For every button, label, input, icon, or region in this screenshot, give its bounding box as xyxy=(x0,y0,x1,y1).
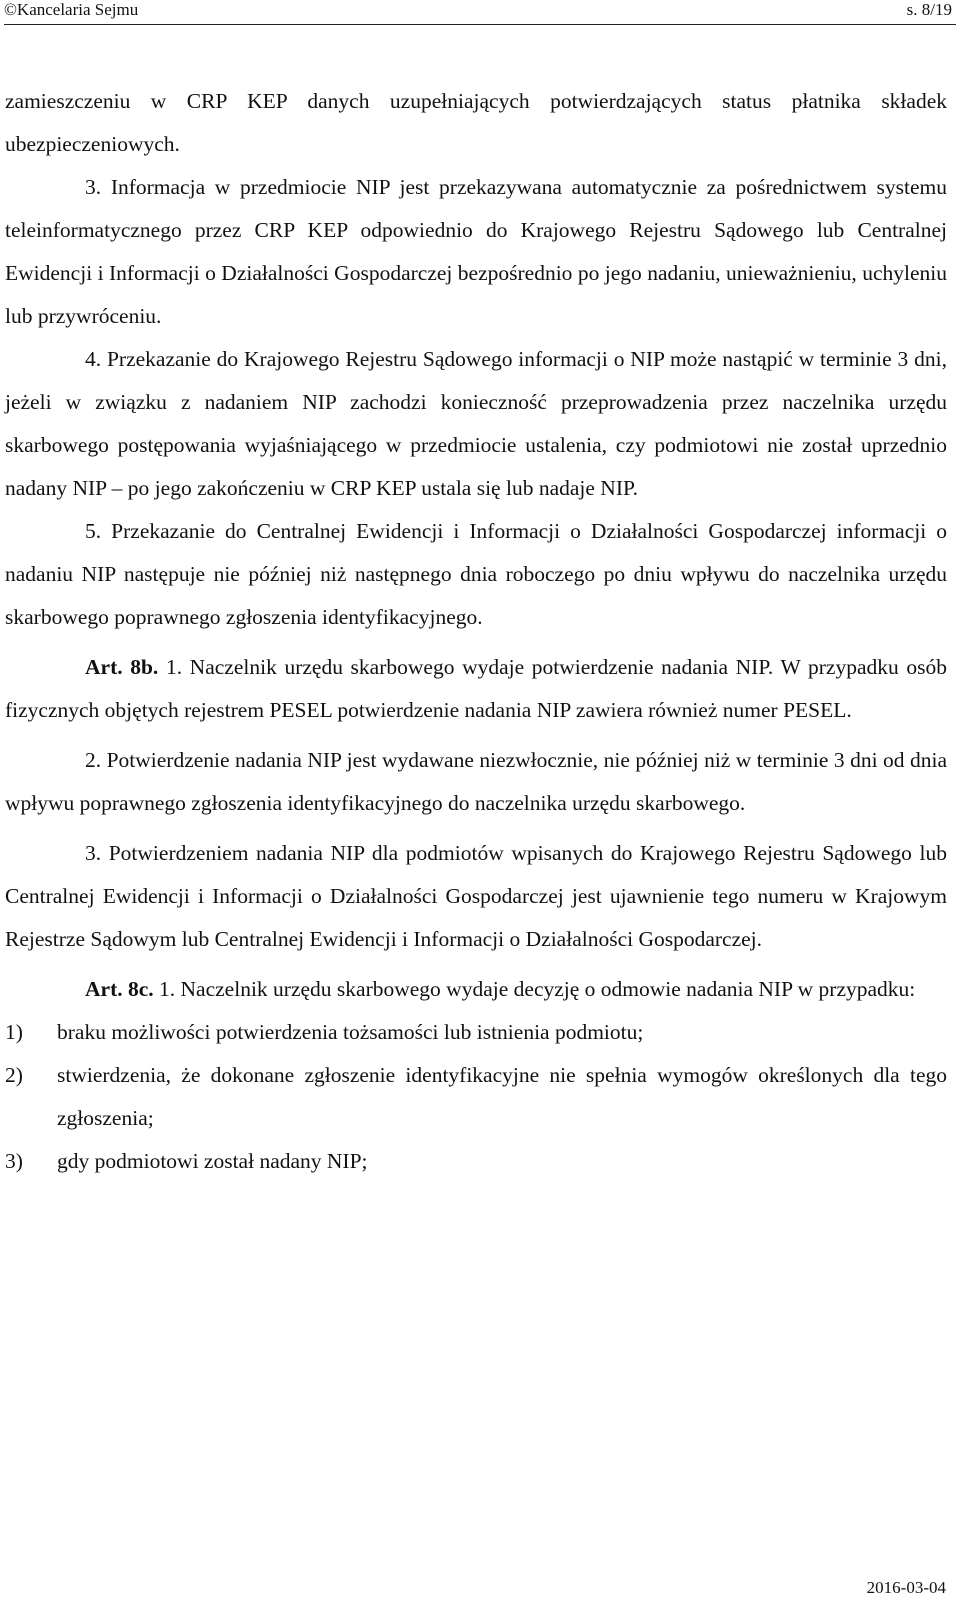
art-8b-paragraph-1 xyxy=(5,646,947,732)
list-item-number: 2) xyxy=(5,1063,23,1087)
art-8c-heading: Art. 8c. xyxy=(85,977,154,1001)
list-item-text: braku możliwości potwierdzenia tożsamości lub istnienia podmiotu; xyxy=(57,1020,644,1044)
art-8c-p1-text: 1. Naczelnik urzędu skarbowego wydaje decyzję o odmowie nadania NIP w przypadku: xyxy=(159,977,916,1001)
page-footer-date: 2016-03-04 xyxy=(866,1578,946,1597)
paragraph-5: 5. Przekazanie do Centralnej Ewidencji i Informacji o Działalności Gospodarczej informacji o nadaniu NIP następuje nie później niż następnego dnia roboczego po dniu wpływu do naczelnika urzędu skarbowego poprawnego zgłoszenia identyfikacyjnego. xyxy=(5,519,947,629)
art-8b-paragraph-3: 3. Potwierdzeniem nadania NIP dla podmiotów wpisanych do Krajowego Rejestru Sądowego lub Centralnej Ewidencji i Informacji o Działalności Gospodarczej jest ujawnienie tego numeru w Krajowym Rejestrze Sądowym lub Centralnej Ewidencji i Informacji o Działalności Gospodarczej. xyxy=(5,841,947,951)
paragraph-4: 4. Przekazanie do Krajowego Rejestru Sądowego informacji o NIP może nastąpić w terminie 3 dni, jeżeli w związku z nadaniem NIP zachodzi konieczność przeprowadzenia przez naczelnika urzędu skarbowego postępowania wyjaśniającego w przedmiocie ustalenia, czy podmiotowi nie został uprzednio nadany NIP – po jego zakończeniu w CRP KEP ustala się lub nadaje NIP. xyxy=(5,347,947,500)
list-item-text: stwierdzenia, że dokonane zgłoszenie identyfikacyjne nie spełnia wymogów określonych dla tego zgłoszenia; xyxy=(57,1063,947,1130)
art-8b-p1-text: 1. Naczelnik urzędu skarbowego wydaje potwierdzenie nadania NIP. W przypadku osób fizycznych objętych rejestrem PESEL potwierdzenie nadania NIP zawiera również numer PESEL. xyxy=(5,655,948,722)
header-page-number: s. 8/19 xyxy=(906,0,952,19)
art-8b-paragraph-2: 2. Potwierdzenie nadania NIP jest wydawane niezwłocznie, nie później niż w terminie 3 dni od dnia wpływu poprawnego zgłoszenia identyfikacyjnego do naczelnika urzędu skarbowego. xyxy=(5,748,947,815)
list-item-number: 3) xyxy=(5,1149,23,1173)
paragraph-3: 3. Informacja w przedmiocie NIP jest przekazywana automatycznie za pośrednictwem systemu teleinformatycznego przez CRP KEP odpowiednio do Krajowego Rejestru Sądowego lub Centralnej Ewidencji i Informacji o Działalności Gospodarczej bezpośrednio po jego nadaniu, unieważnieniu, uchyleniu lub przywróceniu. xyxy=(5,175,947,328)
art-8c-paragraph-1 xyxy=(5,968,947,1011)
list-item xyxy=(5,1140,947,1183)
page-header xyxy=(4,0,956,25)
list-item-text: gdy podmiotowi został nadany NIP; xyxy=(57,1149,368,1173)
art-8b-heading: Art. 8b. xyxy=(85,655,159,679)
document-body xyxy=(5,80,947,1183)
list-item-number: 1) xyxy=(5,1020,23,1044)
list-item xyxy=(5,1054,947,1140)
list-item xyxy=(5,1011,947,1054)
header-copyright: ©Kancelaria Sejmu xyxy=(4,0,139,19)
paragraph-continuation: zamieszczeniu w CRP KEP danych uzupełniających potwierdzających status płatnika składek ubezpieczeniowych. xyxy=(5,89,947,156)
